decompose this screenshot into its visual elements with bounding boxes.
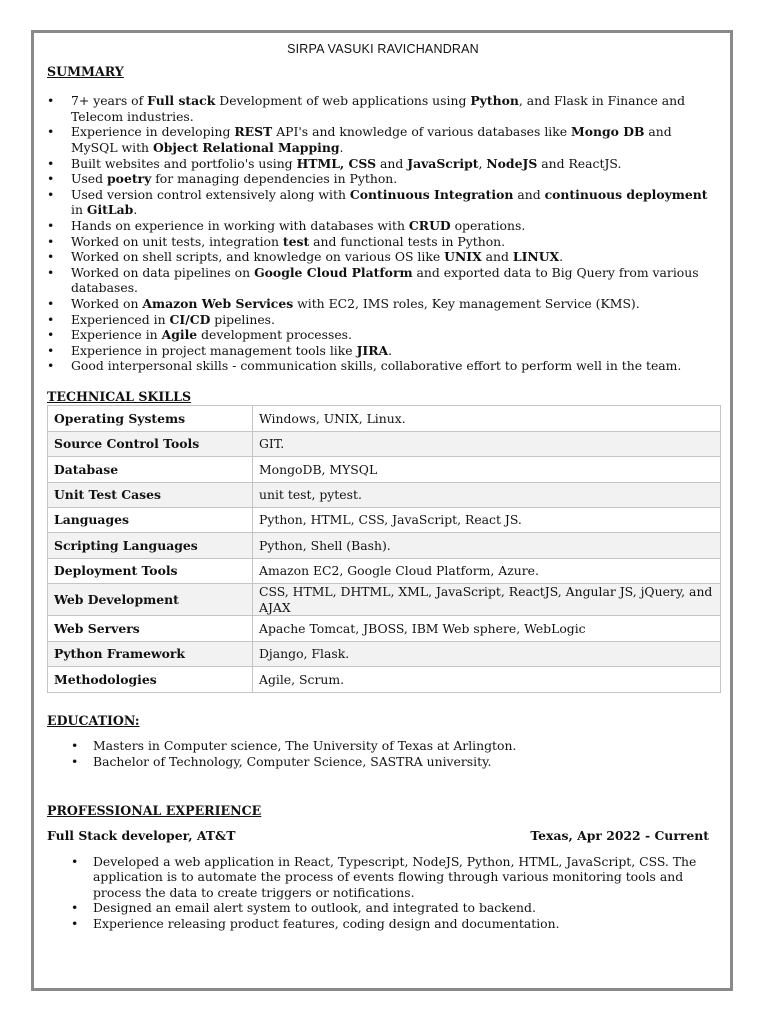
- summary-keyword: UNIX: [444, 249, 482, 265]
- skills-row: [48, 406, 721, 431]
- skills-row: [48, 558, 721, 583]
- skill-values: unit test, pytest.: [253, 482, 721, 507]
- summary-item: [47, 218, 719, 234]
- skills-row: [48, 457, 721, 482]
- skill-category: Database: [48, 457, 253, 482]
- summary-item: [47, 171, 719, 187]
- skill-category: Deployment Tools: [48, 558, 253, 583]
- summary-text: .: [339, 139, 344, 155]
- summary-text: and: [481, 249, 513, 265]
- summary-text: and exported data to Big Query from various databases.: [71, 264, 699, 296]
- summary-item: [47, 234, 719, 250]
- summary-keyword: Python: [470, 93, 519, 109]
- skills-row: [48, 584, 721, 616]
- summary-item: [47, 249, 719, 265]
- skill-category: Methodologies: [48, 667, 253, 692]
- summary-text: development processes.: [197, 327, 352, 343]
- summary-text: and MySQL with: [71, 124, 672, 155]
- summary-text: , and Flask in Finance and Telecom industries.: [71, 93, 686, 124]
- summary-text: and ReactJS.: [537, 155, 622, 171]
- skill-category: Unit Test Cases: [48, 482, 253, 507]
- summary-keyword: CRUD: [408, 217, 451, 233]
- skill-values: GIT.: [253, 431, 721, 456]
- summary-text: and: [513, 186, 545, 202]
- skill-category: Web Development: [48, 584, 253, 616]
- summary-keyword: test: [282, 233, 310, 249]
- skills-row: [48, 482, 721, 507]
- job-bullet-list: [47, 854, 719, 932]
- education-item: • Bachelor of Technology, Computer Science, SASTRA university.: [47, 754, 719, 770]
- summary-keyword: Full stack: [147, 93, 216, 109]
- summary-text: 7+ years of: [71, 93, 148, 109]
- summary-keyword: Google Cloud Platform: [254, 264, 413, 280]
- summary-list: [47, 93, 719, 374]
- summary-text: Worked on data pipelines on: [71, 264, 255, 280]
- summary-keyword: LINUX: [512, 249, 560, 265]
- skill-values: Windows, UNIX, Linux.: [253, 406, 721, 431]
- skill-values: Amazon EC2, Google Cloud Platform, Azure.: [253, 558, 721, 583]
- skill-values: Agile, Scrum.: [253, 667, 721, 692]
- summary-text: Used version control extensively along with: [71, 186, 350, 202]
- summary-keyword: JavaScript: [407, 155, 479, 171]
- summary-text: Hands on experience in working with databases with: [71, 217, 409, 233]
- summary-item: [47, 358, 719, 374]
- skill-values: Python, Shell (Bash).: [253, 533, 721, 558]
- skill-category: Languages: [48, 508, 253, 533]
- skills-row: [48, 431, 721, 456]
- candidate-name: SIRPA VASUKI RAVICHANDRAN: [287, 42, 479, 56]
- summary-keyword: Amazon Web Services: [142, 295, 294, 311]
- summary-item: [47, 187, 719, 218]
- summary-keyword: Agile: [161, 327, 198, 343]
- job-bullet: • Developed a web application in React, Typescript, NodeJS, Python, HTML, JavaScript, CSS. The application is to automate the process of events flowing through various monitoring tools and process the data to create triggers or notifications.: [47, 854, 719, 901]
- summary-text: for managing dependencies in Python.: [151, 171, 398, 187]
- summary-keyword: Object Relational Mapping: [152, 139, 340, 155]
- summary-item: [47, 343, 719, 359]
- summary-text: Built websites and portfolio's using: [71, 155, 297, 171]
- skill-category: Source Control Tools: [48, 431, 253, 456]
- skill-category: Scripting Languages: [48, 533, 253, 558]
- summary-heading: SUMMARY: [47, 63, 124, 79]
- summary-item: [47, 327, 719, 343]
- summary-keyword: NodeJS: [486, 155, 538, 171]
- technical-skills-table: [47, 405, 721, 692]
- summary-keyword: poetry: [107, 171, 152, 187]
- summary-keyword: continuous deployment: [544, 186, 708, 202]
- skills-row: [48, 508, 721, 533]
- skill-category: Python Framework: [48, 641, 253, 666]
- summary-text: .: [559, 249, 564, 265]
- summary-item: [47, 296, 719, 312]
- summary-text: ,: [478, 155, 487, 171]
- summary-text: pipelines.: [210, 311, 275, 327]
- skills-row: [48, 641, 721, 666]
- summary-text: Good interpersonal skills - communication skills, collaborative effort to perform well in the team.: [71, 358, 682, 374]
- summary-keyword: Continuous Integration: [349, 186, 514, 202]
- summary-text: with EC2, IMS roles, Key management Service (KMS).: [293, 295, 640, 311]
- summary-item: [47, 124, 719, 155]
- education-list: [47, 738, 719, 769]
- summary-text: operations.: [450, 217, 526, 233]
- summary-keyword: HTML, CSS: [296, 155, 377, 171]
- summary-text: Used: [71, 171, 108, 187]
- summary-text: Worked on shell scripts, and knowledge on various OS like: [71, 249, 445, 265]
- skill-values: CSS, HTML, DHTML, XML, JavaScript, ReactJS, Angular JS, jQuery, and AJAX: [253, 584, 721, 616]
- summary-text: Experience in: [71, 327, 162, 343]
- skill-category: Operating Systems: [48, 406, 253, 431]
- job-location-dates: Texas, Apr 2022 - Current: [530, 827, 709, 843]
- technical-skills-heading: TECHNICAL SKILLS: [47, 388, 192, 404]
- professional-experience-heading: PROFESSIONAL EXPERIENCE: [47, 803, 262, 819]
- skills-row: [48, 533, 721, 558]
- summary-text: Worked on unit tests, integration: [71, 233, 283, 249]
- summary-text: API's and knowledge of various databases like: [272, 124, 572, 140]
- summary-text: and functional tests in Python.: [309, 233, 506, 249]
- summary-text: Worked on: [71, 295, 143, 311]
- summary-keyword: CI/CD: [169, 311, 211, 327]
- summary-item: [47, 156, 719, 172]
- skill-category: Web Servers: [48, 616, 253, 641]
- job-bullet: • Designed an email alert system to outlook, and integrated to backend.: [47, 900, 719, 916]
- skills-row: [48, 616, 721, 641]
- skill-values: MongoDB, MYSQL: [253, 457, 721, 482]
- summary-text: .: [388, 342, 393, 358]
- summary-item: [47, 265, 719, 296]
- resume-document: [47, 42, 719, 932]
- skill-values: Apache Tomcat, JBOSS, IBM Web sphere, WebLogic: [253, 616, 721, 641]
- education-item: • Masters in Computer science, The University of Texas at Arlington.: [47, 738, 719, 754]
- summary-item: [47, 93, 719, 124]
- summary-item: [47, 312, 719, 328]
- job-title: Full Stack developer, AT&T: [47, 827, 236, 843]
- summary-keyword: GitLab: [86, 202, 134, 218]
- summary-text: and: [376, 155, 408, 171]
- summary-text: in: [71, 202, 87, 218]
- education-heading: EDUCATION:: [47, 712, 140, 728]
- job-bullet: • Experience releasing product features, coding design and documentation.: [47, 916, 719, 932]
- summary-text: Experience in project management tools like: [71, 342, 357, 358]
- job-header: [47, 828, 719, 844]
- summary-keyword: REST: [234, 124, 273, 140]
- summary-text: Experienced in: [71, 311, 170, 327]
- summary-text: Experience in developing: [71, 124, 235, 140]
- skills-row: [48, 667, 721, 692]
- summary-text: Development of web applications using: [215, 93, 471, 109]
- skill-values: Django, Flask.: [253, 641, 721, 666]
- summary-text: .: [133, 202, 138, 218]
- summary-keyword: JIRA: [356, 342, 389, 358]
- skill-values: Python, HTML, CSS, JavaScript, React JS.: [253, 508, 721, 533]
- summary-keyword: Mongo DB: [571, 124, 645, 140]
